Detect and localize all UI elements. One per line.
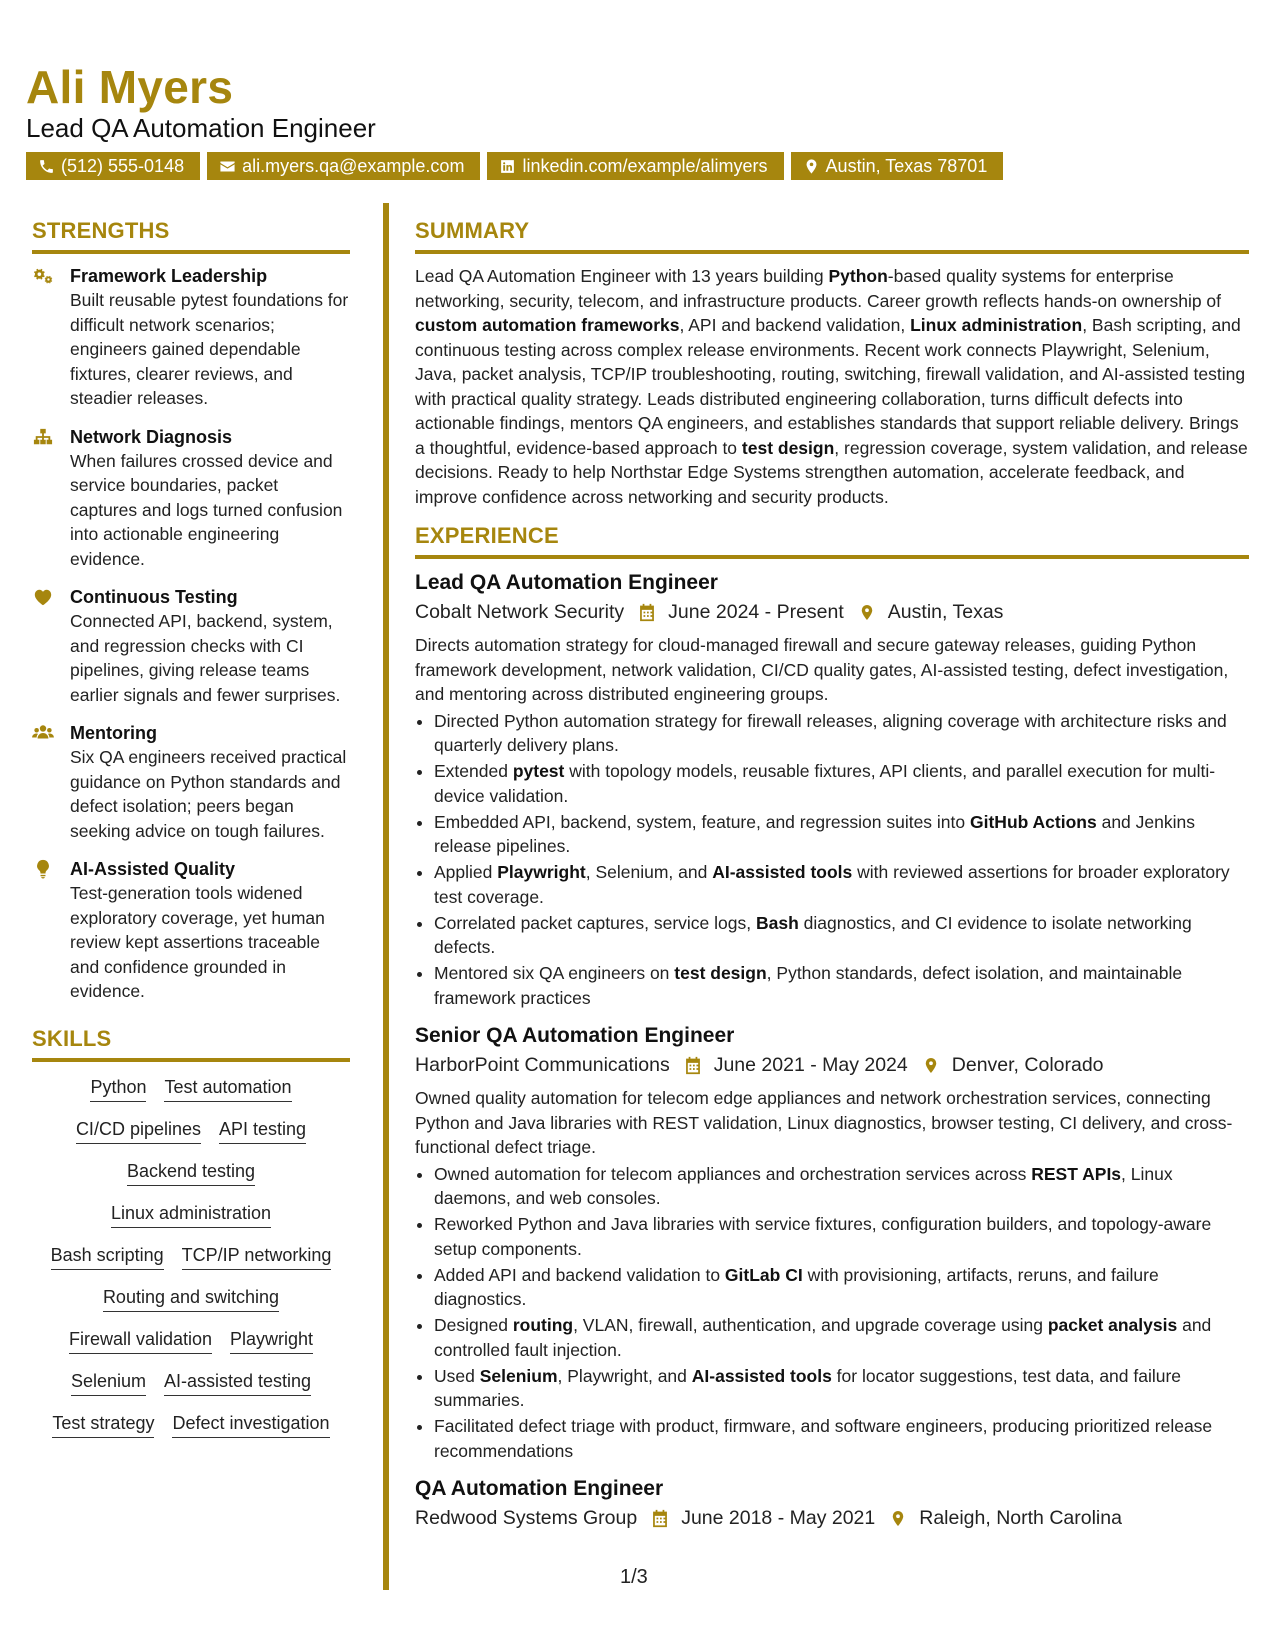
experience-list <box>415 569 1249 1533</box>
job-company: Redwood Systems Group <box>415 1507 638 1529</box>
job-bullet: • Designed routing, VLAN, firewall, authentication, and upgrade coverage using packet analysis and controlled fault injection. <box>434 1313 1249 1362</box>
job-bullets <box>415 709 1249 1011</box>
job-location: Austin, Texas <box>887 601 1004 623</box>
strength-item <box>32 585 350 707</box>
strength-item <box>32 857 350 1004</box>
skill-tag: Bash scripting <box>51 1244 164 1270</box>
job-title: Senior QA Automation Engineer <box>415 1024 735 1047</box>
skill-tag: Playwright <box>230 1328 313 1354</box>
job-title: QA Automation Engineer <box>415 1477 664 1500</box>
map-pin-icon <box>803 158 820 175</box>
job-bullets <box>415 1162 1249 1464</box>
job-bullet: • Used Selenium, Playwright, and AI-assisted tools for locator suggestions, test data, and failure summaries. <box>434 1364 1249 1413</box>
strength-desc: Connected API, backend, system, and regression checks with CI pipelines, giving release teams earlier signals and fewer surprises. <box>70 611 341 705</box>
contact-linkedin[interactable] <box>487 152 783 180</box>
job-company: Cobalt Network Security <box>415 601 625 623</box>
skill-row <box>69 1328 313 1354</box>
contact-email[interactable] <box>207 152 480 180</box>
candidate-name: Ali Myers <box>26 61 234 113</box>
job-description: Owned quality automation for telecom edge appliances and network orchestration services, connecting Python and Java libraries with REST validation, Linux diagnostics, browser testing, CI delivery, and cross-functional defect triage. <box>415 1088 1233 1157</box>
bold-keyword: routing <box>512 1315 574 1335</box>
strength-desc: Built reusable pytest foundations for difficult network scenarios; engineers gained dependable fixtures, clearer reviews, and steadier releases. <box>70 290 349 408</box>
strength-item <box>32 264 350 411</box>
left-column <box>32 218 350 1454</box>
job-dates: June 2021 - May 2024 <box>713 1054 908 1076</box>
strength-desc: Six QA engineers received practical guidance on Python standards and defect isolation; peers began seeking advice on tough failures. <box>70 747 347 841</box>
bold-keyword: pytest <box>512 761 565 781</box>
job-bullet: • Reworked Python and Java libraries with service fixtures, configuration builders, and topology-aware setup components. <box>434 1212 1249 1261</box>
skill-row <box>111 1202 271 1228</box>
job-bullet: • Correlated packet captures, service logs, Bash diagnostics, and CI evidence to isolate networking defects. <box>434 911 1249 960</box>
job-location: Raleigh, North Carolina <box>919 1507 1122 1529</box>
users-icon <box>32 723 54 743</box>
strength-title: Mentoring <box>70 723 157 743</box>
candidate-title: Lead QA Automation Engineer <box>26 113 376 143</box>
job-company: HarborPoint Communications <box>415 1054 670 1076</box>
email-text: ali.myers.qa@example.com <box>242 156 465 176</box>
bold-keyword: AI-assisted tools <box>712 862 853 882</box>
skill-row <box>51 1244 332 1270</box>
bold-keyword: AI-assisted tools <box>691 1365 832 1386</box>
skill-tag: Defect investigation <box>172 1412 329 1438</box>
job-dates: June 2018 - May 2021 <box>681 1507 876 1529</box>
skill-tag: Selenium <box>71 1370 146 1396</box>
bold-keyword: Playwright <box>497 862 586 882</box>
column-divider <box>383 203 389 1590</box>
strength-item <box>32 721 350 843</box>
strength-title: Network Diagnosis <box>70 426 233 447</box>
envelope-icon <box>219 158 236 175</box>
skill-row <box>90 1076 291 1102</box>
calendar-icon <box>684 1056 702 1075</box>
bold-keyword: packet analysis <box>1047 1315 1178 1335</box>
job-meta <box>415 1503 1249 1533</box>
bold-keyword: Python <box>828 266 888 286</box>
skill-tag: Test automation <box>164 1076 291 1102</box>
skill-tag: CI/CD pipelines <box>76 1118 201 1144</box>
job-bullet: • Mentored six QA engineers on test design, Python standards, defect isolation, and maintainable framework practices <box>434 961 1249 1010</box>
job-dates: June 2024 - Present <box>668 601 844 623</box>
location-text: Austin, Texas 78701 <box>825 156 988 176</box>
calendar-icon <box>638 603 656 622</box>
skill-tag: Firewall validation <box>69 1328 212 1354</box>
bold-keyword: custom automation frameworks <box>415 315 680 335</box>
contact-phone[interactable] <box>26 152 200 180</box>
job-bullet: • Directed Python automation strategy for firewall releases, aligning coverage with architecture risks and quarterly delivery plans. <box>434 709 1249 758</box>
skill-row <box>52 1412 329 1438</box>
lightbulb-icon <box>32 859 54 879</box>
skill-tag: Linux administration <box>111 1202 271 1228</box>
bold-keyword: Linux administration <box>910 315 1083 335</box>
strength-title: Continuous Testing <box>70 587 238 607</box>
summary-text: Lead QA Automation Engineer with 13 years building Python-based quality systems for enterprise networking, security, telecom, and infrastructure products. Career growth reflects hands-on ownership of custom automation frameworks, API and backend validation, Linux administration, Bash scripting, and continuous testing across complex release environments. Recent work connects Playwright, Selenium, Java, packet analysis, TCP/IP troubleshooting, routing, switching, firewall validation, and AI-assisted testing with practical quality strategy. Leads distributed engineering collaboration, turns difficult defects into actionable findings, mentors QA engineers, and establishes standards that support reliable delivery. Brings a thoughtful, evidence-based approach to test design, regression coverage, system validation, and release decisions. Ready to help Northstar Edge Systems strengthen automation, accelerate feedback, and improve confidence across networking and security products. <box>415 266 1248 507</box>
bold-keyword: test design <box>741 437 835 458</box>
job-title: Lead QA Automation Engineer <box>415 571 718 594</box>
linkedin-icon <box>499 158 516 175</box>
strength-title: AI-Assisted Quality <box>70 859 236 879</box>
job-location: Denver, Colorado <box>951 1054 1104 1076</box>
calendar-icon <box>651 1509 669 1528</box>
skill-row <box>103 1286 279 1312</box>
heart-icon <box>32 587 54 607</box>
job-bullet: • Added API and backend validation to GitLab CI with provisioning, artifacts, reruns, and failure diagnostics. <box>434 1263 1249 1312</box>
skill-tag: Backend testing <box>127 1160 255 1186</box>
experience-heading: EXPERIENCE <box>415 523 1249 559</box>
bold-keyword: REST APIs <box>1031 1163 1122 1184</box>
right-column <box>415 218 1249 1545</box>
phone-text: (512) 555-0148 <box>61 156 185 176</box>
skills-heading: SKILLS <box>32 1026 350 1062</box>
skill-row <box>71 1370 311 1396</box>
strength-desc: When failures crossed device and service boundaries, packet captures and logs turned confusion into actionable engineering evidence. <box>70 450 343 569</box>
job-meta <box>415 597 1249 627</box>
job-entry <box>415 1022 1249 1463</box>
skill-tag: Test strategy <box>52 1412 154 1438</box>
strength-title: Framework Leadership <box>70 266 268 286</box>
skill-row <box>127 1160 255 1186</box>
bold-keyword: GitLab CI <box>724 1264 803 1285</box>
gears-icon <box>32 266 54 286</box>
sitemap-icon <box>32 427 54 447</box>
skill-tag: Python <box>90 1076 146 1102</box>
job-bullet: • Facilitated defect triage with product, firmware, and software engineers, producing prioritized release recommendations <box>434 1414 1249 1463</box>
strengths-heading: STRENGTHS <box>32 218 350 254</box>
summary-heading: SUMMARY <box>415 218 1249 254</box>
job-entry <box>415 569 1249 1010</box>
job-bullet: • Owned automation for telecom appliances and orchestration services across REST APIs, Linux daemons, and web consoles. <box>434 1162 1249 1211</box>
strength-item <box>32 425 350 572</box>
skill-tag: API testing <box>219 1118 306 1144</box>
bold-keyword: test design <box>674 963 767 983</box>
map-pin-icon <box>922 1056 940 1075</box>
contact-bar <box>26 152 1003 180</box>
job-entry <box>415 1475 1249 1533</box>
map-pin-icon <box>889 1509 907 1528</box>
job-bullet: • Embedded API, backend, system, feature, and regression suites into GitHub Actions and Jenkins release pipelines. <box>434 810 1249 859</box>
map-pin-icon <box>858 603 876 622</box>
skill-row <box>76 1118 306 1144</box>
strength-desc: Test-generation tools widened exploratory coverage, yet human review kept assertions traceable and confidence grounded in evidence. <box>70 883 325 1001</box>
bold-keyword: Selenium <box>479 1365 558 1386</box>
bold-keyword: GitHub Actions <box>970 811 1097 832</box>
skills-list <box>32 1076 350 1454</box>
job-description: Directs automation strategy for cloud-managed firewall and secure gateway releases, guiding Python framework development, network validation, CI/CD quality gates, AI-assisted testing, defect investigation, and mentoring across distributed engineering groups. <box>415 635 1229 704</box>
linkedin-text: linkedin.com/example/alimyers <box>522 156 768 176</box>
job-bullet: • Extended pytest with topology models, reusable fixtures, API clients, and parallel execution for multi-device validation. <box>434 759 1249 808</box>
skill-tag: Routing and switching <box>103 1286 279 1312</box>
bold-keyword: Bash <box>755 912 799 933</box>
contact-location <box>791 152 1004 180</box>
skill-tag: TCP/IP networking <box>182 1244 332 1270</box>
phone-icon <box>38 158 55 175</box>
job-meta <box>415 1050 1249 1080</box>
page-number: 1/3 <box>620 1566 648 1588</box>
job-bullet: • Applied Playwright, Selenium, and AI-assisted tools with reviewed assertions for broader exploratory test coverage. <box>434 860 1249 909</box>
skill-tag: AI-assisted testing <box>164 1370 311 1396</box>
